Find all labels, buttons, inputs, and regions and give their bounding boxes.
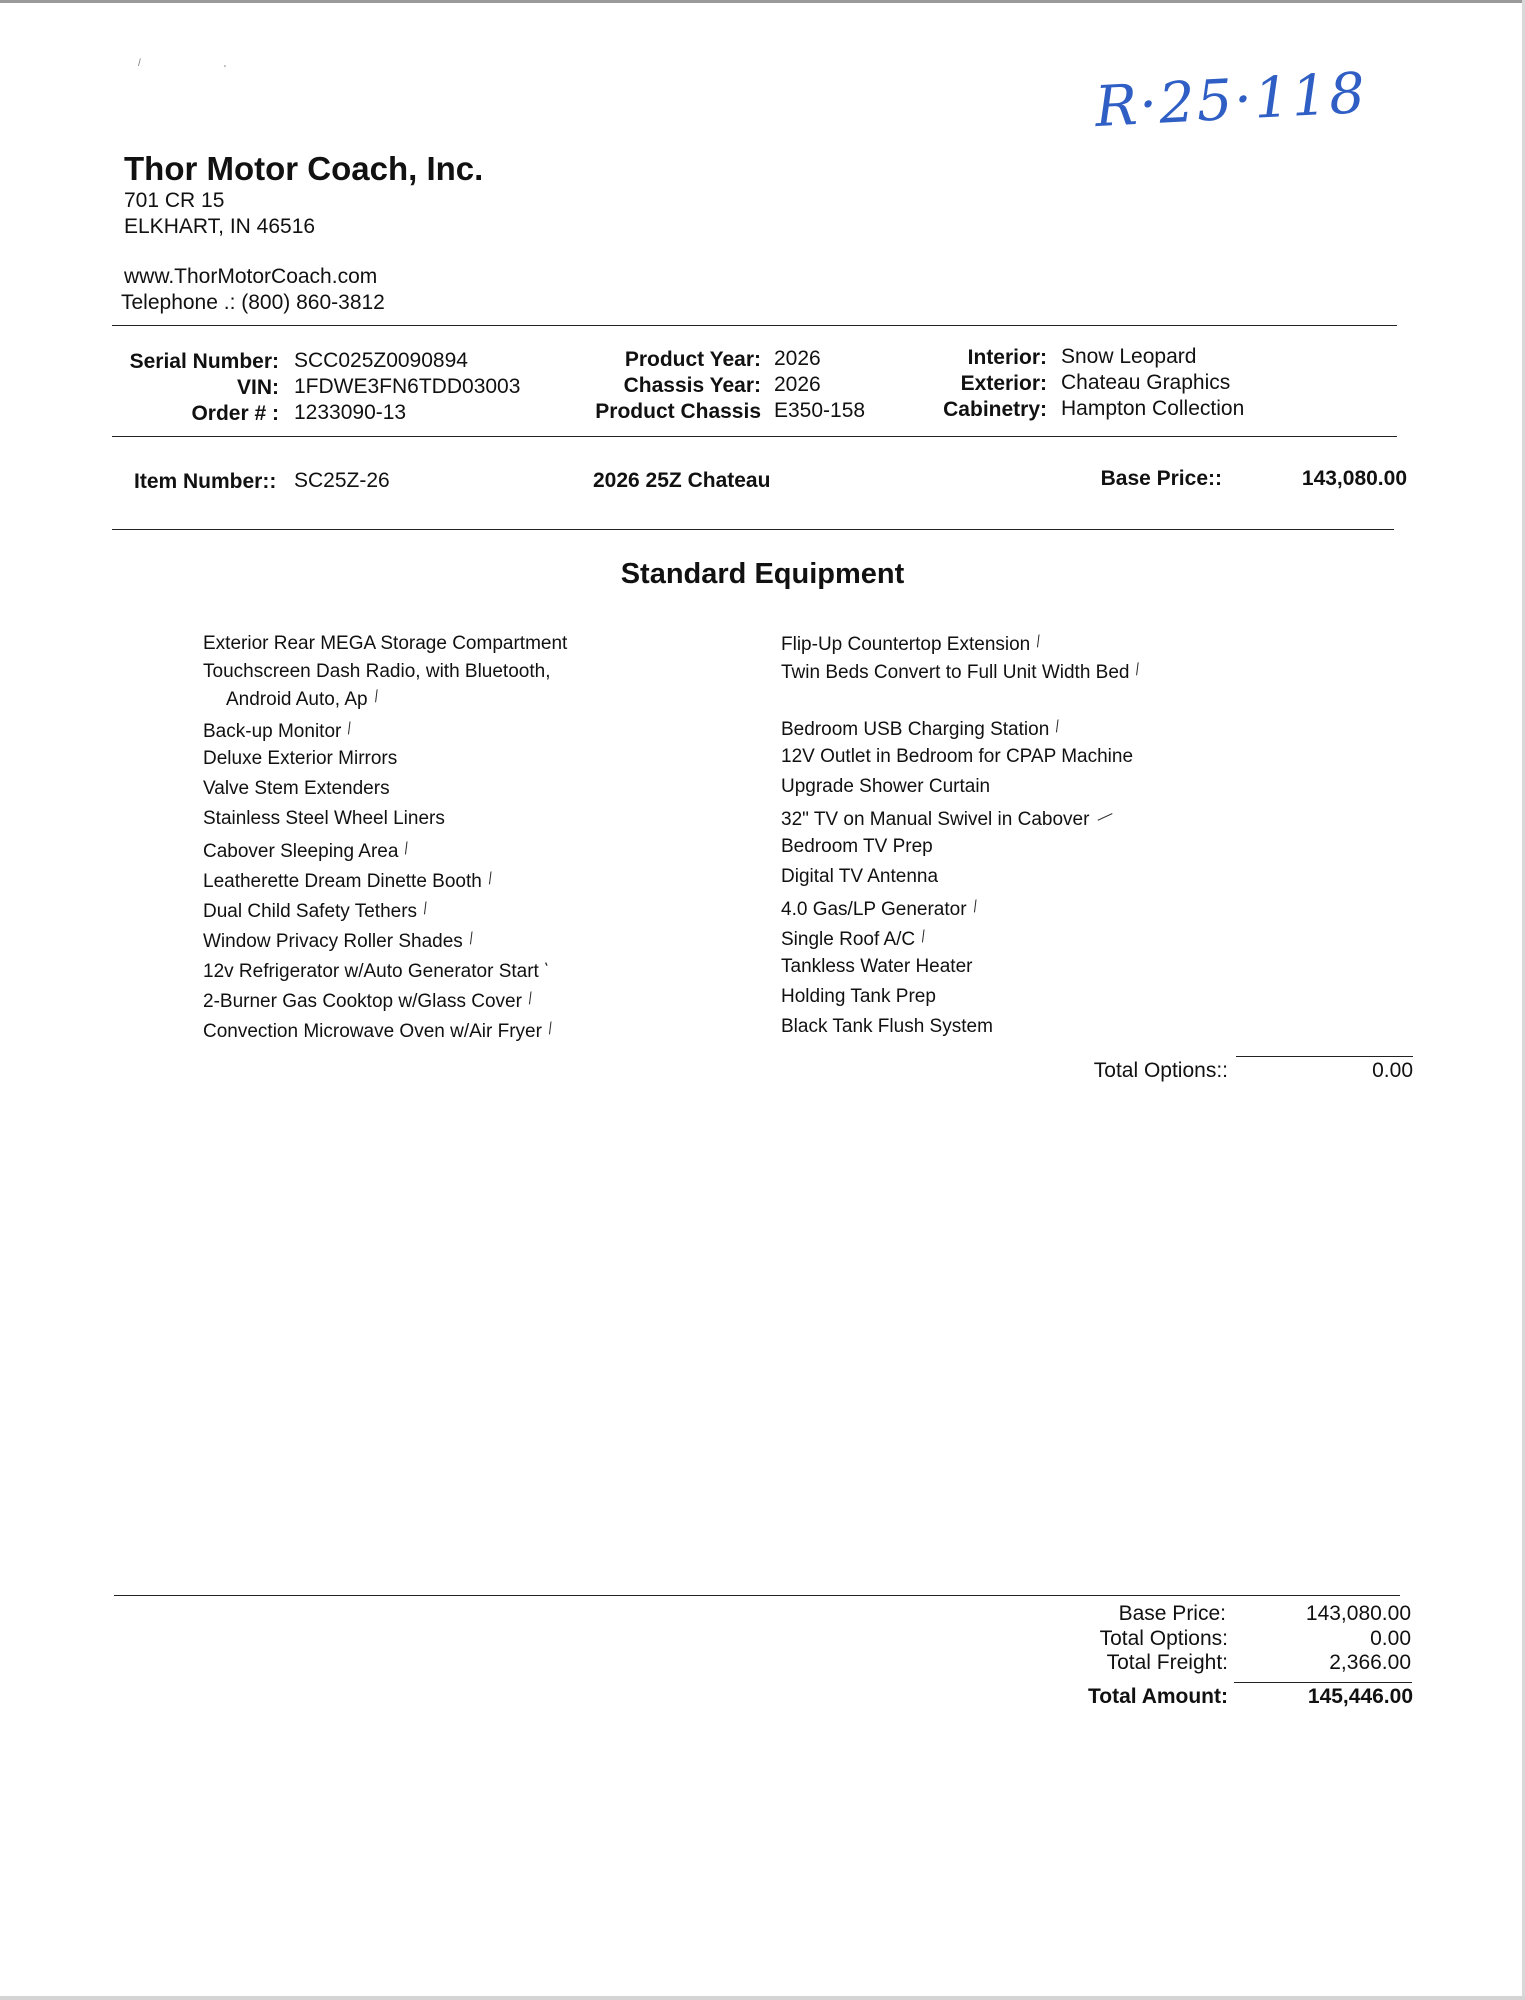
check-mark-icon: ⁄: [372, 688, 382, 705]
handwritten-annotation: R·25·118: [1093, 60, 1369, 141]
serial-number-label: Serial Number:: [129, 350, 279, 373]
summary-total-freight-value: 2,366.00: [1329, 1651, 1411, 1674]
vin-label: VIN:: [237, 376, 279, 399]
equipment-item: 4.0 Gas/LP Generator ⁄: [781, 892, 1140, 922]
divider-line: [112, 436, 1397, 437]
check-mark-icon: ⁄: [402, 840, 413, 857]
equipment-item: Exterior Rear MEGA Storage Compartment: [203, 633, 568, 654]
product-year-value: 2026: [774, 347, 821, 370]
product-chassis-value: E350-158: [774, 399, 866, 422]
equipment-item: Touchscreen Dash Radio, with Bluetooth, Android Auto, Ap ⁄: [203, 661, 551, 710]
scan-top-edge: [0, 0, 1525, 3]
check-mark-icon: ⁄: [919, 928, 930, 945]
chassis-year-value: 2026: [774, 373, 821, 396]
scan-speck: /: [138, 58, 141, 69]
equipment-item: Holding Tank Prep: [781, 986, 936, 1007]
interior-label: Interior:: [967, 346, 1047, 369]
equipment-total-options-label: Total Options::: [1093, 1059, 1228, 1082]
interior-value: Snow Leopard: [1061, 345, 1197, 368]
company-name: Thor Motor Coach, Inc.: [124, 150, 484, 187]
equipment-item: 32" TV on Manual Swivel in Cabover —: [781, 802, 1140, 832]
company-address-line1: 701 CR 15: [124, 189, 225, 212]
equipment-item: Stainless Steel Wheel Liners: [203, 808, 445, 829]
standard-equipment-title: Standard Equipment: [620, 558, 905, 590]
vin-value: 1FDWE3FN6TDD03003: [294, 375, 521, 398]
chassis-year-label: Chassis Year:: [623, 374, 761, 397]
check-mark-icon: ⁄: [526, 990, 536, 1007]
check-mark-icon: ⁄: [546, 1020, 556, 1037]
equipment-item: Bedroom TV Prep: [781, 836, 933, 857]
equipment-item: Window Privacy Roller Shades ⁄: [203, 924, 567, 954]
check-mark-icon: ⁄: [467, 930, 477, 947]
equipment-item: Valve Stem Extenders: [203, 778, 390, 799]
equipment-list-left: [203, 629, 567, 1044]
total-options-rule: [1236, 1056, 1413, 1057]
exterior-label: Exterior:: [960, 372, 1047, 395]
summary-total-amount-label: Total Amount:: [1088, 1685, 1228, 1708]
total-amount-rule: [1234, 1682, 1412, 1683]
scan-bottom-edge: [0, 1996, 1525, 2000]
equipment-item: Back-up Monitor ⁄: [203, 714, 567, 744]
check-mark-icon: ⁄: [1134, 661, 1144, 678]
check-mark-icon: —: [1094, 805, 1117, 828]
company-website: www.ThorMotorCoach.com: [124, 265, 378, 288]
equipment-item: Bedroom USB Charging Station ⁄: [781, 712, 1140, 742]
equipment-item: Single Roof A/C ⁄: [781, 922, 1140, 952]
summary-total-amount-value: 145,446.00: [1307, 1685, 1413, 1708]
cabinetry-label: Cabinetry:: [943, 398, 1047, 421]
item-number-label: Item Number::: [134, 470, 277, 493]
product-chassis-label: Product Chassis: [595, 400, 761, 423]
item-number-value: SC25Z-26: [294, 469, 390, 492]
item-base-price-label: Base Price::: [1100, 467, 1222, 490]
model-name: 2026 25Z Chateau: [593, 469, 771, 492]
check-mark-icon: ⁄: [970, 898, 981, 915]
equipment-item: 12v Refrigerator w/Auto Generator Start ': [203, 954, 567, 984]
divider-line: [112, 529, 1394, 530]
equipment-item: Twin Beds Convert to Full Unit Width Bed ⁄: [781, 657, 1140, 712]
check-mark-icon: ⁄: [1034, 633, 1045, 650]
equipment-item: Leatherette Dream Dinette Booth ⁄: [203, 864, 567, 894]
equipment-item: Upgrade Shower Curtain: [781, 776, 991, 797]
summary-total-options-value: 0.00: [1370, 1627, 1411, 1650]
equipment-item: Flip-Up Countertop Extension ⁄: [781, 627, 1140, 657]
equipment-item: Cabover Sleeping Area ⁄: [203, 834, 567, 864]
scan-speck: ': [224, 64, 226, 75]
summary-base-price-value: 143,080.00: [1305, 1602, 1411, 1625]
equipment-item: Convection Microwave Oven w/Air Fryer ⁄: [203, 1014, 567, 1044]
cabinetry-value: Hampton Collection: [1061, 397, 1245, 420]
equipment-item: Digital TV Antenna: [781, 866, 939, 887]
check-mark-icon: ': [543, 960, 554, 977]
summary-base-price-label: Base Price:: [1118, 1602, 1226, 1625]
order-number-label: Order # :: [191, 402, 279, 425]
summary-total-freight-label: Total Freight:: [1106, 1651, 1228, 1674]
equipment-item: Tankless Water Heater: [781, 956, 973, 977]
equipment-total-options-value: 0.00: [1372, 1059, 1413, 1082]
serial-number-value: SCC025Z0090894: [294, 349, 468, 372]
equipment-list-right: [781, 627, 1144, 1042]
item-base-price-value: 143,080.00: [1301, 467, 1407, 490]
equipment-item: Deluxe Exterior Mirrors: [203, 748, 398, 769]
check-mark-icon: ⁄: [1053, 718, 1064, 735]
product-year-label: Product Year:: [624, 348, 761, 371]
company-telephone: Telephone .: (800) 860-3812: [121, 291, 385, 314]
equipment-item: 2-Burner Gas Cooktop w/Glass Cover ⁄: [203, 984, 567, 1014]
equipment-item: 12V Outlet in Bedroom for CPAP Machine: [781, 746, 1134, 767]
equipment-item: Dual Child Safety Tethers ⁄: [203, 894, 567, 924]
check-mark-icon: ⁄: [421, 900, 431, 917]
check-mark-icon: ⁄: [345, 720, 356, 737]
exterior-value: Chateau Graphics: [1061, 371, 1231, 394]
equipment-item: Black Tank Flush System: [781, 1016, 993, 1037]
company-address-line2: ELKHART, IN 46516: [124, 215, 316, 238]
order-number-value: 1233090-13: [294, 401, 407, 424]
divider-line: [114, 1595, 1400, 1596]
check-mark-icon: ⁄: [486, 870, 496, 887]
divider-line: [112, 325, 1397, 326]
summary-total-options-label: Total Options:: [1099, 1627, 1228, 1650]
